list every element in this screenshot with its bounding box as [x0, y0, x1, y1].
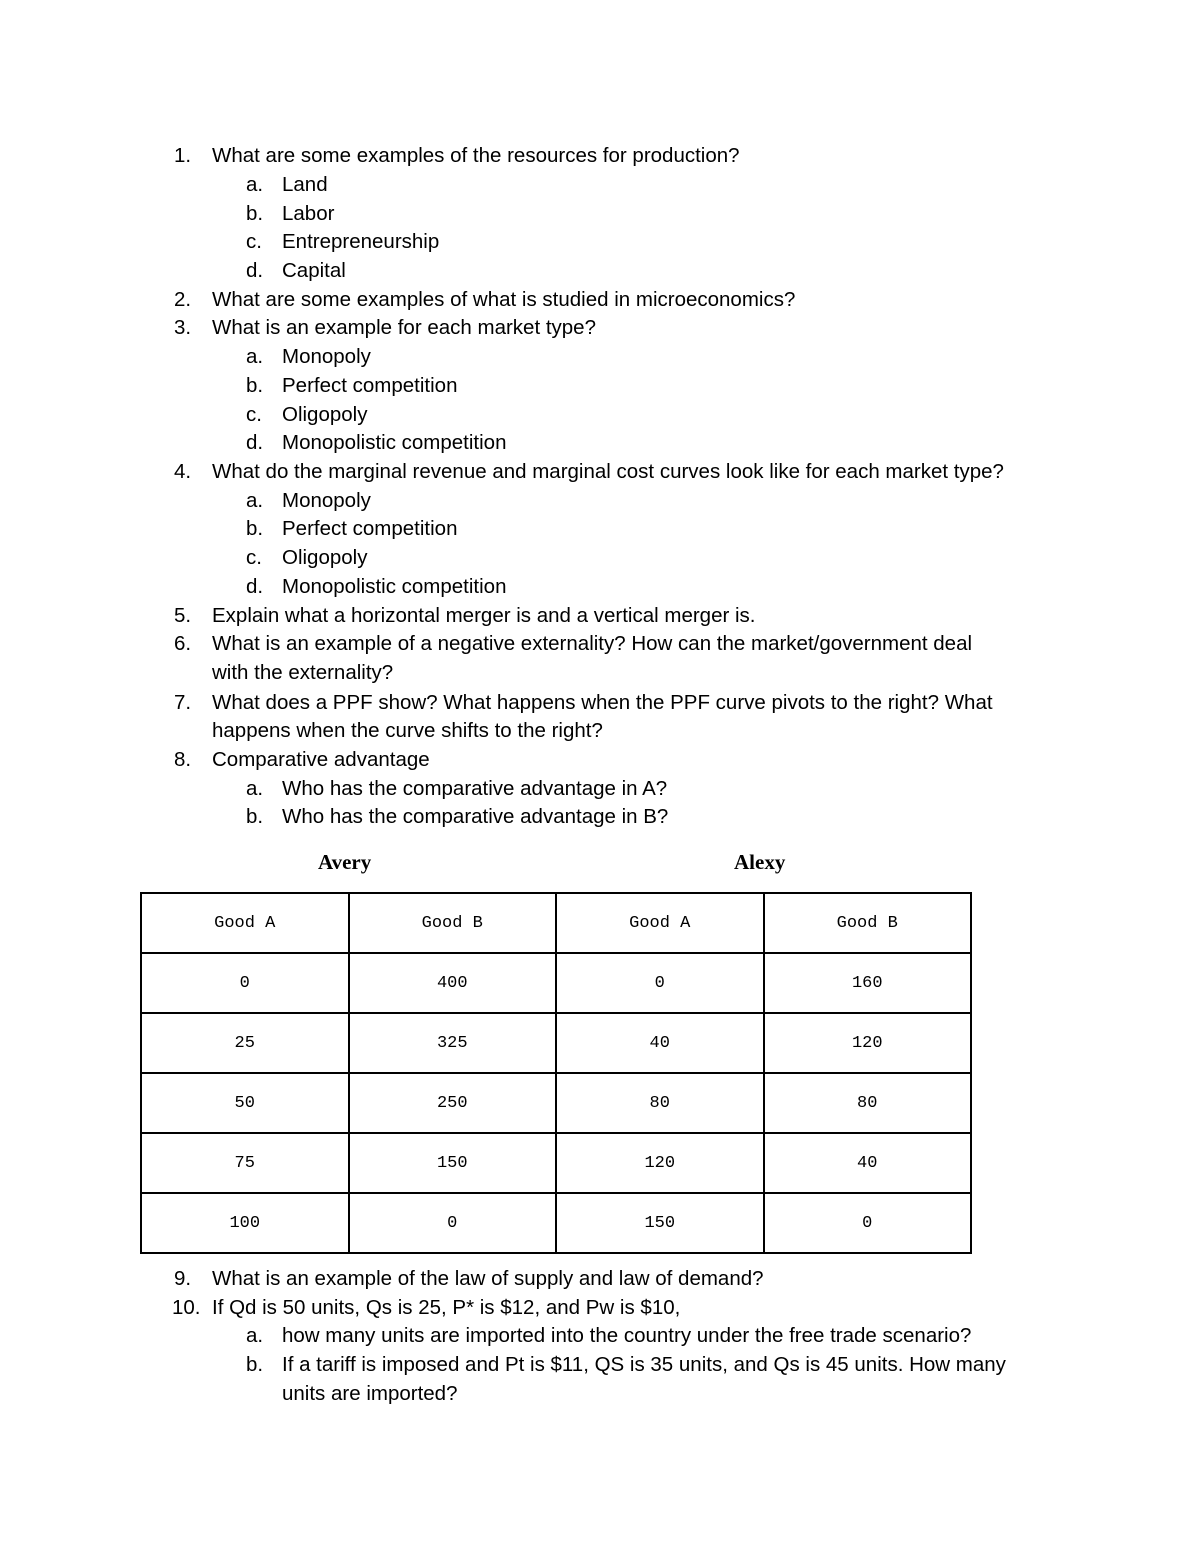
sub-item-letter: b.: [246, 805, 264, 828]
person-name-avery: Avery: [318, 850, 372, 874]
sub-item-text: Oligopoly: [282, 403, 368, 426]
sub-item-letter: a.: [246, 345, 264, 368]
question-text: What is an example for each market type?: [212, 316, 596, 339]
question-number: 7.: [174, 691, 192, 714]
question-text-line-1: What is an example of a negative externality? How can the market/government deal: [212, 632, 973, 655]
production-table: [140, 892, 972, 1254]
sub-item-text: Monopoly: [282, 345, 371, 368]
question-number: 6.: [174, 632, 192, 655]
table-cell: 150: [349, 1133, 557, 1193]
table-row: [141, 953, 971, 1013]
question-number: 2.: [174, 288, 192, 311]
table-cell: 0: [764, 1193, 972, 1253]
sub-item-letter: a.: [246, 489, 264, 512]
table-cell: 120: [556, 1133, 764, 1193]
table-header-cell: Good A: [556, 893, 764, 953]
sub-item-text: Who has the comparative advantage in B?: [282, 805, 669, 828]
table-cell: 325: [349, 1013, 557, 1073]
table-cell: 25: [141, 1013, 349, 1073]
sub-item-text: Capital: [282, 259, 346, 282]
sub-item-letter: b.: [246, 374, 264, 397]
table-cell: 80: [764, 1073, 972, 1133]
table-row: [141, 1133, 971, 1193]
table-row: [141, 1073, 971, 1133]
question-text: What are some examples of what is studied in microeconomics?: [212, 288, 796, 311]
question-text-line-2: happens when the curve shifts to the right?: [212, 719, 603, 742]
question-number: 9.: [174, 1267, 192, 1290]
sub-item-text: Perfect competition: [282, 517, 458, 540]
question-number: 10.: [172, 1296, 201, 1319]
sub-item-letter: c.: [246, 230, 262, 253]
sub-item-text: Oligopoly: [282, 546, 368, 569]
sub-item-letter: d.: [246, 259, 264, 282]
table-cell: 0: [556, 953, 764, 1013]
table-cell: 100: [141, 1193, 349, 1253]
table-header-cell: Good A: [141, 893, 349, 953]
table-row: [141, 1013, 971, 1073]
sub-item-letter: d.: [246, 575, 264, 598]
question-number: 8.: [174, 748, 192, 771]
sub-item-letter: c.: [246, 546, 262, 569]
sub-item-letter: a.: [246, 777, 264, 800]
table-cell: 40: [556, 1013, 764, 1073]
question-number: 3.: [174, 316, 192, 339]
sub-item-text: Monopolistic competition: [282, 575, 507, 598]
table-cell: 0: [141, 953, 349, 1013]
table-cell: 150: [556, 1193, 764, 1253]
question-number: 1.: [174, 144, 192, 167]
table-header-cell: Good B: [764, 893, 972, 953]
sub-item-letter: b.: [246, 517, 264, 540]
table-cell: 80: [556, 1073, 764, 1133]
sub-item-letter: b.: [246, 202, 264, 225]
sub-item-text: Who has the comparative advantage in A?: [282, 777, 668, 800]
question-text: Explain what a horizontal merger is and a vertical merger is.: [212, 604, 756, 627]
sub-item-letter: d.: [246, 431, 264, 454]
sub-item-text: Perfect competition: [282, 374, 458, 397]
table-cell: 0: [349, 1193, 557, 1253]
sub-item-text: Entrepreneurship: [282, 230, 440, 253]
table-cell: 40: [764, 1133, 972, 1193]
sub-item-text: Land: [282, 173, 328, 196]
question-number: 4.: [174, 460, 192, 483]
question-text: If Qd is 50 units, Qs is 25, P* is $12, and Pw is $10,: [212, 1296, 681, 1319]
sub-item-letter: a.: [246, 1324, 264, 1347]
sub-item-letter: c.: [246, 403, 262, 426]
sub-item-text: Monopoly: [282, 489, 371, 512]
question-number: 5.: [174, 604, 192, 627]
table-cell: 50: [141, 1073, 349, 1133]
sub-item-text-line-1: If a tariff is imposed and Pt is $11, QS is 35 units, and Qs is 45 units. How many: [282, 1353, 1006, 1376]
sub-item-letter: b.: [246, 1353, 264, 1376]
question-text-line-1: What does a PPF show? What happens when the PPF curve pivots to the right? What: [212, 691, 993, 714]
question-text-line-2: with the externality?: [212, 661, 394, 684]
sub-item-text: Monopolistic competition: [282, 431, 507, 454]
question-text: What is an example of the law of supply and law of demand?: [212, 1267, 764, 1290]
table-cell: 160: [764, 953, 972, 1013]
person-name-alexy: Alexy: [734, 850, 786, 874]
sub-item-text-line-2: units are imported?: [282, 1382, 458, 1405]
table-header-cell: Good B: [349, 893, 557, 953]
table-row: [141, 1193, 971, 1253]
table-cell: 120: [764, 1013, 972, 1073]
table-header-row: [141, 893, 971, 953]
question-text: What are some examples of the resources for production?: [212, 144, 740, 167]
question-text: Comparative advantage: [212, 748, 430, 771]
sub-item-text: how many units are imported into the country under the free trade scenario?: [282, 1324, 972, 1347]
question-text: What do the marginal revenue and marginal cost curves look like for each market type?: [212, 460, 1004, 483]
table-cell: 75: [141, 1133, 349, 1193]
table-cell: 400: [349, 953, 557, 1013]
table-cell: 250: [349, 1073, 557, 1133]
sub-item-letter: a.: [246, 173, 264, 196]
sub-item-text: Labor: [282, 202, 335, 225]
